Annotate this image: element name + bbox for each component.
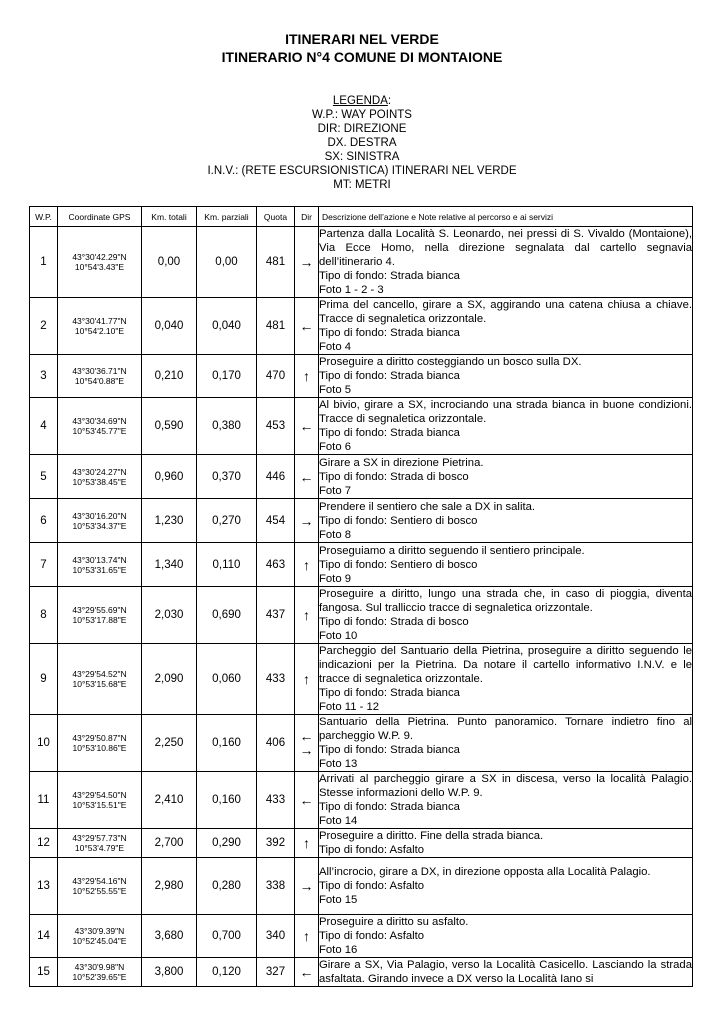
cell-quota: 340 — [257, 915, 295, 958]
cell-quota: 437 — [257, 587, 295, 644]
gps-longitude: 10°54'2.10"E — [74, 326, 125, 336]
description-line: Santuario della Pietrina. Punto panoramico. Tornare indietro fino al parcheggio W.P. 9. — [319, 716, 692, 742]
description-line: Tipo di fondo: Strada bianca — [319, 801, 460, 813]
description-line: Tipo di fondo: Strada di bosco — [319, 616, 469, 628]
cell-quota: 327 — [257, 958, 295, 987]
cell-km-totali: 2,030 — [142, 587, 197, 644]
gps-longitude: 10°53'4.79"E — [74, 843, 125, 853]
cell-gps — [58, 772, 142, 829]
cell-wp: 12 — [30, 829, 58, 858]
cell-descrizione — [319, 227, 693, 298]
description-line: Foto 14 — [319, 815, 358, 827]
cell-quota: 454 — [257, 499, 295, 543]
description-line: Prendere il sentiero che sale a DX in salita. — [319, 500, 536, 513]
legend-line: DX. DESTRA — [327, 137, 397, 149]
header-km-totali: Km. totali — [142, 207, 197, 227]
cell-km-parziali: 0,040 — [197, 298, 257, 355]
cell-wp: 13 — [30, 858, 58, 915]
cell-wp: 10 — [30, 715, 58, 772]
cell-gps — [58, 915, 142, 958]
table-row — [30, 298, 693, 355]
gps-latitude: 43°30'9.98"N — [74, 962, 125, 972]
cell-km-totali: 1,230 — [142, 499, 197, 543]
table-row — [30, 772, 693, 829]
table-row — [30, 715, 693, 772]
cell-km-parziali: 0,170 — [197, 355, 257, 398]
cell-direction-arrow-icon: → — [295, 499, 319, 543]
gps-latitude: 43°30'41.77"N — [72, 316, 127, 326]
description-line: Foto 15 — [319, 894, 358, 906]
table-row — [30, 543, 693, 587]
gps-longitude: 10°53'31.65"E — [72, 564, 127, 575]
cell-wp: 8 — [30, 587, 58, 644]
gps-longitude: 10°53'10.86"E — [72, 743, 127, 753]
cell-km-parziali: 0,160 — [197, 715, 257, 772]
cell-km-totali: 3,800 — [142, 958, 197, 987]
cell-wp: 2 — [30, 298, 58, 355]
cell-direction-arrow-icon: ↑ — [295, 543, 319, 587]
gps-latitude: 43°29'54.16"N — [72, 876, 127, 886]
gps-latitude: 43°30'42.29"N — [72, 252, 127, 262]
document-title: ITINERARI NEL VERDE — [285, 31, 439, 47]
cell-km-totali: 2,980 — [142, 858, 197, 915]
gps-longitude: 10°52'39.65"E — [72, 972, 127, 982]
cell-km-totali: 0,040 — [142, 298, 197, 355]
cell-km-totali: 2,250 — [142, 715, 197, 772]
cell-direction-arrow-icon: → — [295, 227, 319, 298]
gps-longitude: 10°53'34.37"E — [72, 520, 127, 531]
cell-direction-arrow-icon: ← — [295, 455, 319, 499]
description-line: Prima del cancello, girare a SX, aggirando una catena chiusa a chiave. Tracce di segnaletica orizzontale. — [319, 299, 692, 325]
gps-latitude: 43°29'54.52"N — [72, 669, 127, 679]
cell-descrizione — [319, 858, 693, 915]
document-subtitle: ITINERARIO N°4 COMUNE DI MONTAIONE — [221, 49, 503, 65]
description-line: Tipo di fondo: Strada di bosco — [319, 470, 469, 483]
table-row — [30, 587, 693, 644]
cell-quota: 446 — [257, 455, 295, 499]
description-line: Foto 9 — [319, 572, 352, 585]
legend-line: DIR: DIREZIONE — [317, 123, 407, 135]
cell-wp: 1 — [30, 227, 58, 298]
cell-gps — [58, 298, 142, 355]
table-header-row — [30, 207, 693, 227]
header-km-parziali: Km. parziali — [197, 207, 257, 227]
legend-line: I.N.V.: (RETE ESCURSIONISTICA) ITINERARI NEL VERDE — [207, 165, 517, 177]
table-row — [30, 455, 693, 499]
table-row — [30, 829, 693, 858]
description-line: Tipo di fondo: Asfalto — [319, 880, 425, 892]
table-row — [30, 499, 693, 543]
cell-direction-arrow-icon: ↑ — [295, 644, 319, 715]
description-line: Proseguire a diritto, lungo una strada che, in caso di pioggia, diventa fangosa. Sul tralliccio tracce di segnaletica orizzontale. — [319, 588, 692, 614]
cell-gps — [58, 715, 142, 772]
cell-gps — [58, 455, 142, 499]
cell-descrizione — [319, 772, 693, 829]
cell-gps — [58, 958, 142, 987]
cell-direction-arrow-icon: ↑ — [295, 829, 319, 858]
description-line: Tipo di fondo: Strada bianca — [319, 327, 460, 339]
cell-quota: 406 — [257, 715, 295, 772]
legend-line: W.P.: WAY POINTS — [312, 109, 412, 121]
gps-latitude: 43°30'34.69"N — [72, 416, 127, 426]
cell-km-totali: 1,340 — [142, 543, 197, 587]
description-line: Proseguiamo a diritto seguendo il sentiero principale. — [319, 544, 585, 557]
description-line: Tipo di fondo: Strada bianca — [319, 270, 460, 282]
gps-longitude: 10°53'15.51"E — [72, 800, 127, 810]
cell-quota: 392 — [257, 829, 295, 858]
cell-direction-arrow-icon: → — [295, 858, 319, 915]
cell-km-parziali: 0,380 — [197, 398, 257, 455]
cell-quota: 433 — [257, 772, 295, 829]
gps-latitude: 43°30'24.27"N — [72, 466, 127, 477]
cell-descrizione — [319, 829, 693, 858]
cell-direction-arrow-icon: ↑ — [295, 915, 319, 958]
cell-km-parziali: 0,280 — [197, 858, 257, 915]
cell-direction-arrow-icon: ← — [295, 772, 319, 829]
cell-descrizione — [319, 715, 693, 772]
cell-gps — [58, 644, 142, 715]
cell-direction-arrow-icon: ↑ — [295, 355, 319, 398]
description-line: Tipo di fondo: Asfalto — [319, 844, 425, 856]
cell-wp: 5 — [30, 455, 58, 499]
cell-km-totali: 2,700 — [142, 829, 197, 858]
cell-km-totali: 3,680 — [142, 915, 197, 958]
cell-gps — [58, 858, 142, 915]
cell-descrizione — [319, 644, 693, 715]
description-line: Foto 7 — [319, 484, 352, 497]
gps-longitude: 10°52'45.04"E — [72, 936, 127, 946]
cell-km-parziali: 0,700 — [197, 915, 257, 958]
cell-km-parziali: 0,690 — [197, 587, 257, 644]
description-line: Tipo di fondo: Strada bianca — [319, 370, 460, 382]
cell-km-parziali: 0,270 — [197, 499, 257, 543]
description-line: Foto 13 — [319, 758, 358, 770]
legend-line: SX: SINISTRA — [324, 151, 400, 163]
description-line: Girare a SX, Via Palagio, verso la Località Casicello. Lasciando la strada asfaltata. Girando invece a DX verso la Località Iano si — [319, 959, 692, 985]
cell-gps — [58, 355, 142, 398]
cell-wp: 9 — [30, 644, 58, 715]
cell-quota: 481 — [257, 227, 295, 298]
header-dir: Dir — [295, 207, 319, 227]
cell-km-parziali: 0,370 — [197, 455, 257, 499]
description-line: Girare a SX in direzione Pietrina. — [319, 456, 484, 469]
description-line: Foto 16 — [319, 944, 358, 956]
cell-quota: 481 — [257, 298, 295, 355]
cell-descrizione — [319, 499, 693, 543]
description-line: Tipo di fondo: Sentiero di bosco — [319, 558, 478, 571]
cell-km-totali: 0,210 — [142, 355, 197, 398]
cell-descrizione — [319, 587, 693, 644]
description-line: Al bivio, girare a SX, incrociando una strada bianca in buone condizioni. Tracce di segnaletica orizzontale. — [319, 399, 692, 425]
header-wp: W.P. — [30, 207, 58, 227]
cell-km-parziali: 0,060 — [197, 644, 257, 715]
table-row — [30, 915, 693, 958]
gps-longitude: 10°54'3.43"E — [74, 262, 125, 272]
cell-direction-arrow-icon: ← — [295, 398, 319, 455]
cell-descrizione — [319, 455, 693, 499]
description-line: Foto 10 — [319, 630, 358, 642]
cell-km-totali: 0,960 — [142, 455, 197, 499]
header-quota: Quota — [257, 207, 295, 227]
gps-longitude: 10°53'38.45"E — [72, 476, 127, 487]
gps-longitude: 10°54'0.88"E — [74, 376, 125, 386]
cell-quota: 433 — [257, 644, 295, 715]
cell-gps — [58, 543, 142, 587]
description-line: Foto 6 — [319, 441, 352, 453]
description-line: Partenza dalla Località S. Leonardo, nei pressi di S. Vivaldo (Montaione), Via Ecce Homo, nella direzione segnalata dal cartello segnavia dell’itinerario 4. — [319, 228, 692, 268]
cell-quota: 463 — [257, 543, 295, 587]
gps-latitude: 43°30'9.39"N — [74, 926, 125, 936]
gps-latitude: 43°30'13.74"N — [72, 554, 127, 565]
cell-wp: 11 — [30, 772, 58, 829]
legend-line: MT: METRI — [333, 179, 391, 191]
cell-direction-arrow-icon: ← — [295, 298, 319, 355]
cell-km-parziali: 0,290 — [197, 829, 257, 858]
gps-latitude: 43°29'55.69"N — [72, 605, 127, 615]
legend — [0, 94, 724, 192]
description-line: Tipo di fondo: Strada bianca — [319, 687, 460, 699]
cell-gps — [58, 227, 142, 298]
gps-latitude: 43°30'16.20"N — [72, 510, 127, 521]
cell-direction-arrow-icon: ← — [295, 958, 319, 987]
description-line: All’incrocio, girare a DX, in direzione opposta alla Località Palagio. — [319, 866, 651, 878]
cell-gps — [58, 829, 142, 858]
description-line: Proseguire a diritto. Fine della strada bianca. — [319, 830, 544, 842]
description-line: Proseguire a diritto su asfalto. — [319, 916, 469, 928]
header-gps: Coordinate GPS — [58, 207, 142, 227]
cell-descrizione — [319, 915, 693, 958]
description-line: Foto 4 — [319, 341, 352, 353]
gps-longitude: 10°53'17.88"E — [72, 615, 127, 625]
cell-km-parziali: 0,00 — [197, 227, 257, 298]
cell-direction-arrow-icon: ↑ — [295, 587, 319, 644]
cell-km-totali: 2,410 — [142, 772, 197, 829]
itinerary-table — [29, 206, 693, 987]
cell-km-totali: 0,00 — [142, 227, 197, 298]
description-line: Proseguire a diritto costeggiando un bosco sulla DX. — [319, 356, 582, 368]
legend-heading: LEGENDA: — [332, 95, 392, 107]
gps-latitude: 43°30'36.71"N — [72, 366, 127, 376]
cell-direction-arrow-icon: ← → — [295, 715, 319, 772]
gps-longitude: 10°53'15.68"E — [72, 679, 127, 689]
table-row — [30, 958, 693, 987]
description-line: Foto 8 — [319, 528, 352, 541]
table-row — [30, 858, 693, 915]
cell-descrizione — [319, 958, 693, 987]
cell-wp: 6 — [30, 499, 58, 543]
cell-gps — [58, 499, 142, 543]
gps-latitude: 43°29'54.50"N — [72, 790, 127, 800]
header-descrizione: Descrizione dell’azione e Note relative al percorso e ai servizi — [319, 207, 693, 227]
gps-longitude: 10°53'45.77"E — [72, 426, 127, 436]
cell-km-parziali: 0,160 — [197, 772, 257, 829]
cell-descrizione — [319, 355, 693, 398]
cell-gps — [58, 398, 142, 455]
description-line: Foto 11 - 12 — [319, 701, 380, 713]
cell-descrizione — [319, 398, 693, 455]
cell-km-totali: 0,590 — [142, 398, 197, 455]
table-row — [30, 644, 693, 715]
cell-wp: 7 — [30, 543, 58, 587]
cell-quota: 470 — [257, 355, 295, 398]
description-line: Tipo di fondo: Asfalto — [319, 930, 425, 942]
cell-wp: 3 — [30, 355, 58, 398]
cell-wp: 14 — [30, 915, 58, 958]
cell-km-parziali: 0,110 — [197, 543, 257, 587]
gps-latitude: 43°29'57.73"N — [72, 833, 127, 843]
gps-latitude: 43°29'50.87"N — [72, 733, 127, 743]
description-line: Tipo di fondo: Sentiero di bosco — [319, 514, 478, 527]
cell-quota: 453 — [257, 398, 295, 455]
table-row — [30, 398, 693, 455]
description-line: Parcheggio del Santuario della Pietrina, proseguire a diritto seguendo le indicazioni per la Pietrina. Da notare il cartello informativo I.N.V. e le tracce di segnaletica orizzontale. — [319, 645, 692, 685]
cell-descrizione — [319, 543, 693, 587]
cell-wp: 4 — [30, 398, 58, 455]
cell-gps — [58, 587, 142, 644]
description-line: Arrivati al parcheggio girare a SX in discesa, verso la località Palagio. Stesse informazioni dello W.P. 9. — [319, 773, 692, 799]
cell-wp: 15 — [30, 958, 58, 987]
cell-km-totali: 2,090 — [142, 644, 197, 715]
table-row — [30, 227, 693, 298]
description-line: Foto 1 - 2 - 3 — [319, 284, 384, 296]
cell-quota: 338 — [257, 858, 295, 915]
description-line: Tipo di fondo: Strada bianca — [319, 744, 460, 756]
description-line: Tipo di fondo: Strada bianca — [319, 427, 460, 439]
gps-longitude: 10°52'55.55"E — [72, 886, 127, 896]
cell-km-parziali: 0,120 — [197, 958, 257, 987]
cell-descrizione — [319, 298, 693, 355]
table-row — [30, 355, 693, 398]
description-line: Foto 5 — [319, 384, 352, 396]
